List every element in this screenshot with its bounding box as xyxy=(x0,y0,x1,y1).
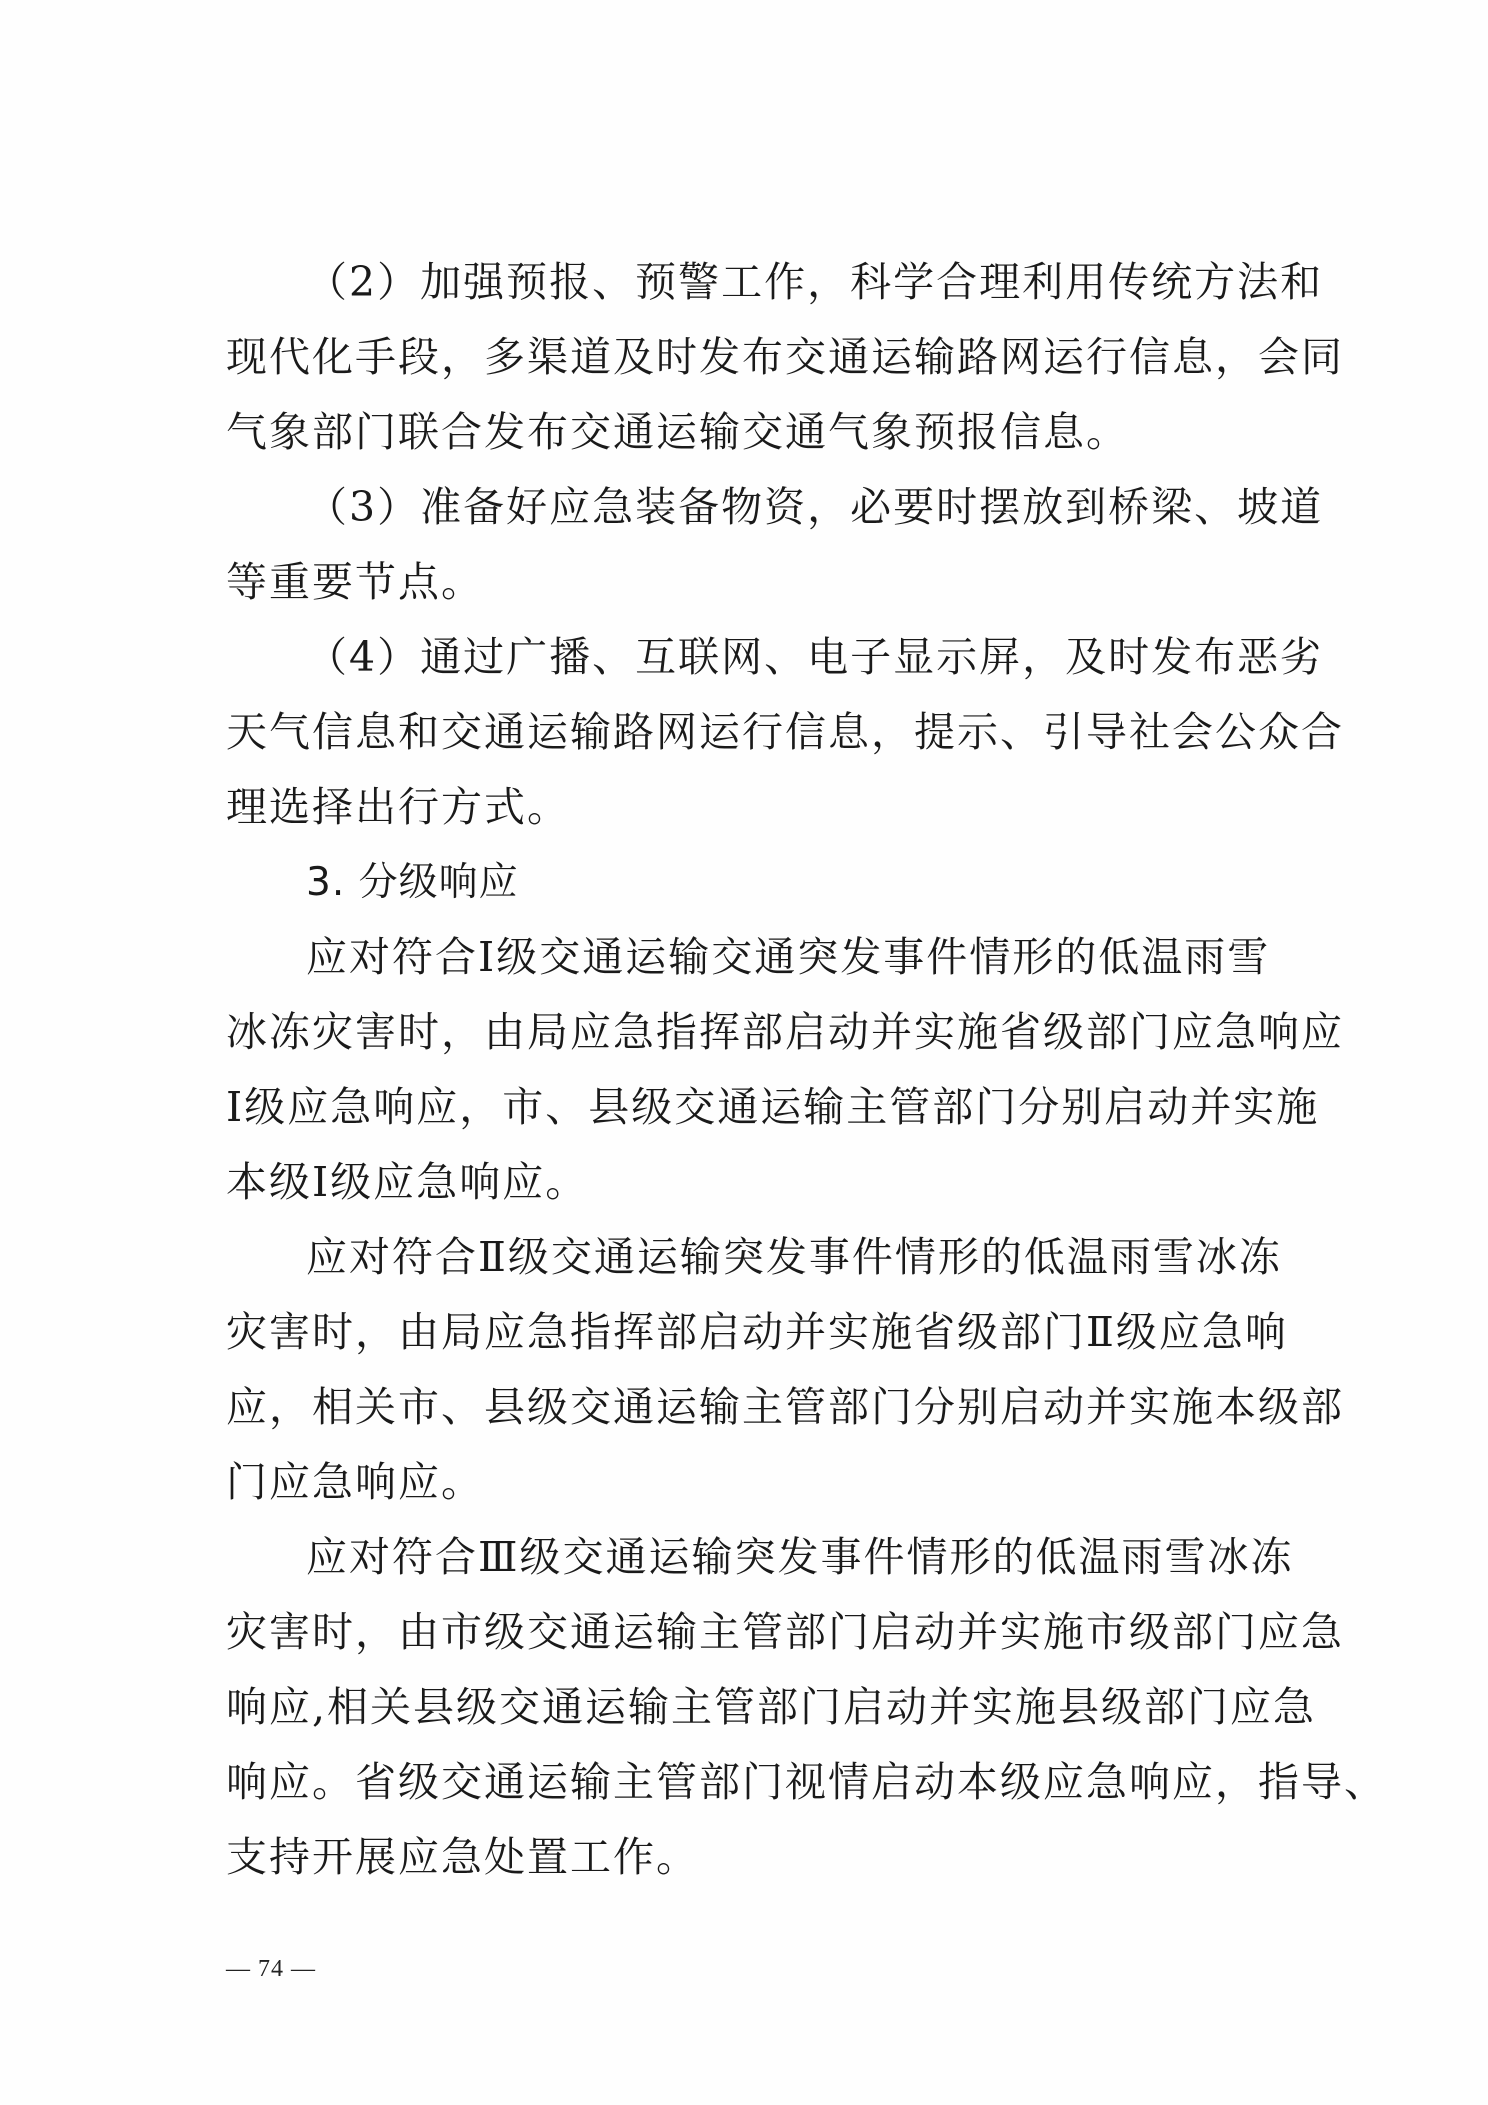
paragraph-level-2-response xyxy=(226,1220,1344,1520)
text-line: 响应,相关县级交通运输主管部门启动并实施县级部门应急 xyxy=(226,1683,1317,1731)
text-line: 等重要节点。 xyxy=(226,558,484,606)
text-line: 现代化手段，多渠道及时发布交通运输路网运行信息，会同 xyxy=(226,333,1344,381)
text-line: 应对符合Ⅰ级交通运输交通突发事件情形的低温雨雪 xyxy=(306,933,1271,981)
text-line: （3）准备好应急装备物资，必要时摆放到桥梁、坡道 xyxy=(306,483,1324,531)
text-line: Ⅰ级应急响应，市、县级交通运输主管部门分别启动并实施 xyxy=(226,1083,1320,1131)
text-line: 天气信息和交通运输路网运行信息，提示、引导社会公众合 xyxy=(226,708,1344,756)
text-line: 灾害时，由局应急指挥部启动并实施省级部门Ⅱ级应急响 xyxy=(226,1308,1288,1356)
text-line: （2）加强预报、预警工作，科学合理利用传统方法和 xyxy=(306,258,1324,306)
paragraph-forecast-warning xyxy=(226,245,1344,470)
text-line: 气象部门联合发布交通运输交通气象预报信息。 xyxy=(226,408,1129,456)
page-number: — 74 — xyxy=(226,1956,316,1982)
heading-text: 3. 分级响应 xyxy=(306,860,519,905)
section-heading xyxy=(226,845,1266,920)
text-line: 门应急响应。 xyxy=(226,1458,484,1506)
text-line: 应，相关市、县级交通运输主管部门分别启动并实施本级部 xyxy=(226,1383,1344,1431)
text-line: （4）通过广播、互联网、电子显示屏，及时发布恶劣 xyxy=(306,633,1324,681)
text-line: 灾害时，由市级交通运输主管部门启动并实施市级部门应急 xyxy=(226,1608,1344,1656)
text-line: 本级Ⅰ级应急响应。 xyxy=(226,1158,589,1206)
text-line: 应对符合Ⅲ级交通运输突发事件情形的低温雨雪冰冻 xyxy=(306,1533,1294,1581)
text-line: 支持开展应急处置工作。 xyxy=(226,1833,699,1881)
paragraph-equipment xyxy=(226,470,1324,620)
paragraph-level-1-response xyxy=(226,920,1344,1220)
paragraph-publish-info xyxy=(226,620,1344,845)
body-text xyxy=(226,245,1387,1895)
text-line: 响应。省级交通运输主管部门视情启动本级应急响应，指导、 xyxy=(226,1758,1387,1806)
text-line: 冰冻灾害时，由局应急指挥部启动并实施省级部门应急响应 xyxy=(226,1008,1344,1056)
text-line: 应对符合Ⅱ级交通运输突发事件情形的低温雨雪冰冻 xyxy=(306,1233,1282,1281)
paragraph-level-3-response xyxy=(226,1520,1387,1895)
text-line: 理选择出行方式。 xyxy=(226,783,570,831)
